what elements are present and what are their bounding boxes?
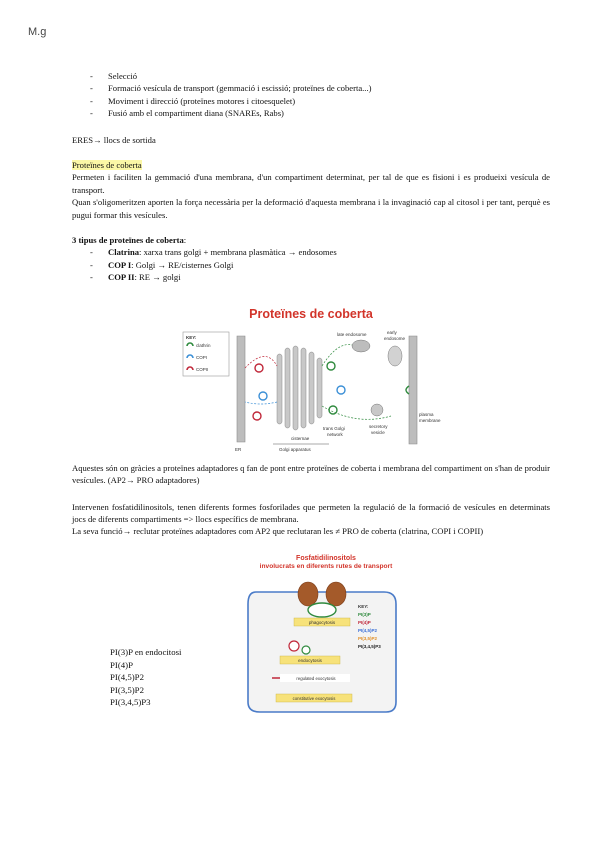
list-item: PI(4,5)P2: [110, 672, 144, 683]
svg-text:PI(3)P: PI(3)P: [358, 611, 371, 617]
list-item: - COP I: Golgi → RE/cisternes Golgi: [72, 259, 550, 271]
list-item: - Formació vesícula de transport (gemmació i escissió; proteïnes de coberta...): [72, 82, 550, 94]
list-item: PI(3,5)P2: [110, 684, 144, 695]
svg-text:secretory: secretory: [369, 423, 388, 429]
early-endosome: [388, 346, 402, 366]
figure-title: Proteïnes de coberta: [249, 306, 373, 321]
author-initials: M.g: [28, 26, 47, 38]
list-item: PI(3,4,5)P3: [110, 697, 151, 708]
svg-text:KEY:: KEY:: [358, 603, 369, 609]
paragraph: Aquestes són on gràcies a proteïnes adaptadores q fan de pont entre proteïnes de coberta i membrana del compartiment on s'han de produir vesícules. (AP2→ PRO adaptadores): [72, 462, 550, 486]
eres-line: ERES→ llocs de sortida: [72, 134, 156, 145]
coat-proteins-figure: [181, 306, 441, 454]
coat-types-list: [72, 246, 550, 283]
list-item: - COP II: RE → golgi: [72, 271, 550, 283]
plasma-membrane: [409, 336, 417, 444]
svg-text:late endosome: late endosome: [337, 331, 367, 337]
paragraph: Quan s'oligomeritzen aporten la força necessària per la deformació d'aquesta membrana i la invaginació cap al citosol i per tant, perquè es pugui formar this vesícules.: [72, 197, 550, 220]
svg-text:PI(3,4,5)P3: PI(3,4,5)P3: [358, 643, 381, 649]
types-title: 3 tipus de proteïnes de coberta: [72, 235, 184, 246]
svg-text:PI(4)P: PI(4)P: [358, 619, 371, 625]
svg-text:phagocytosis: phagocytosis: [308, 619, 336, 625]
list-item: - Selecció: [72, 70, 550, 82]
svg-text:Fosfatidilinositols: Fosfatidilinositols: [296, 554, 356, 562]
list-item: - Fusió amb el compartiment diana (SNAREs, Rabs): [72, 107, 550, 119]
svg-text:involucrats en diferents rutes: involucrats en diferents rutes de transport: [259, 562, 393, 570]
secretory-vesicle: [371, 404, 383, 416]
svg-text:COPI: COPI: [196, 354, 208, 360]
section-title: Proteïnes de coberta: [72, 160, 142, 171]
svg-text:Golgi apparatus: Golgi apparatus: [279, 446, 311, 452]
list-item: - Moviment i direcció (proteïnes motores i citoesquelet): [72, 95, 550, 107]
svg-text:vesicle: vesicle: [371, 429, 385, 435]
svg-text:plasma: plasma: [419, 411, 434, 417]
svg-text:COPII: COPII: [196, 366, 209, 372]
svg-text:trans Golgi: trans Golgi: [323, 425, 345, 431]
svg-text:constitutive exocytosis: constitutive exocytosis: [292, 695, 336, 701]
paragraph: Permeten i faciliten la gemmació d'una membrana, d'un compartiment determinat, per tal de que es fisioni i es produeixi vesícula de transport.: [72, 172, 550, 195]
coat-proteins-diagram: [181, 306, 441, 454]
er-membrane: [237, 336, 245, 442]
svg-text:KEY:: KEY:: [186, 334, 197, 340]
svg-text:membrane: membrane: [419, 417, 441, 423]
svg-text:network: network: [327, 431, 343, 437]
phosphoinositides-diagram: [236, 552, 416, 722]
late-endosome: [352, 340, 370, 352]
svg-text:PI(3,5)P2: PI(3,5)P2: [358, 635, 378, 641]
list-item: PI(3)P en endocitosi: [110, 647, 182, 657]
paragraph: La seva funció→ reclutar proteïnes adaptadores com AP2 que reclutaran les ≠ PRO de coberta (clatrina, COPI i COPII): [72, 526, 484, 537]
list-item: - Clatrina: xarxa trans golgi + membrana plasmàtica → endosomes: [72, 246, 550, 258]
list-item: PI(4)P: [110, 659, 133, 670]
svg-text:endosome: endosome: [384, 335, 406, 341]
svg-text:cisternae: cisternae: [291, 435, 310, 441]
svg-text:early: early: [387, 329, 397, 335]
svg-text:PI(4,5)P2: PI(4,5)P2: [358, 627, 378, 633]
svg-text:ER: ER: [235, 446, 242, 452]
svg-text:clathrin: clathrin: [196, 342, 211, 348]
svg-text:regulated exocytosis: regulated exocytosis: [296, 675, 336, 681]
paragraph: Intervenen fosfatidilinositols, tenen diferents formes fosforilades que permeten la regulació de la formació de vesícules en determinats jocs de diferents compartiments => llocs específics de membrana.: [72, 501, 550, 524]
golgi-stack: [277, 346, 322, 430]
steps-list: [72, 70, 550, 120]
svg-text:endocytosis: endocytosis: [298, 657, 322, 663]
pi-list: [110, 646, 182, 709]
document-body: - Selecció - Formació vesícula de transport (gemmació i escissió; proteïnes de coberta...) - Moviment i direcció (proteïnes motores i citoesquelet) - Fusió amb el compartiment diana (SNAREs, Rabs) ERES→ llocs de sortida Proteïnes de coberta Permeten i faciliten la gemmació d'una membrana, d'un compartiment determinat, per tal de que es fisioni i es produeixi vesícula de transport. Quan s'oligomeritzen aporten la força necessària per la deformació d'aquesta membrana i la invaginació cap al citosol i per tant, perquè es pugui formar this vesícules. 3 tipus de proteïnes de coberta: - Clatrina: xarxa trans golgi + membrana plasmàtica → endosomes - COP I: Golgi → RE/cisternes Golgi - COP II: RE → golgi Proteïnes de coberta KEY: clathrin COPI COPII ER late endosome early endosome secretory vesicle plasma membrane cisternae trans Golgi network Golgi apparatus Aquestes són on gràcies a proteïnes adaptadores q fan de pont entre proteïnes de coberta i membrana del compartiment on s'han de produir vesícules. (AP2→ PRO adaptadores) Intervenen fosfatidilinositols, tenen diferents formes fosforilades que permeten la regulació de la formació de vesícules en determinats jocs de diferents compartiments => llocs específics de membrana. La seva funció→ reclutar proteïnes adaptadores com AP2 que reclutaran les ≠ PRO de coberta (clatrina, COPI i COPII) Fosfatidilinositols involucrats en diferents rutes de transport phagocytosis endocytosis regulated exocytosis constitutive exocytosis KEY: PI(3)P PI(4)P PI(4,5)P2 PI(3,5)P2 PI(3,4,5)P3: [72, 70, 550, 722]
phosphoinositides-figure: [236, 552, 416, 722]
